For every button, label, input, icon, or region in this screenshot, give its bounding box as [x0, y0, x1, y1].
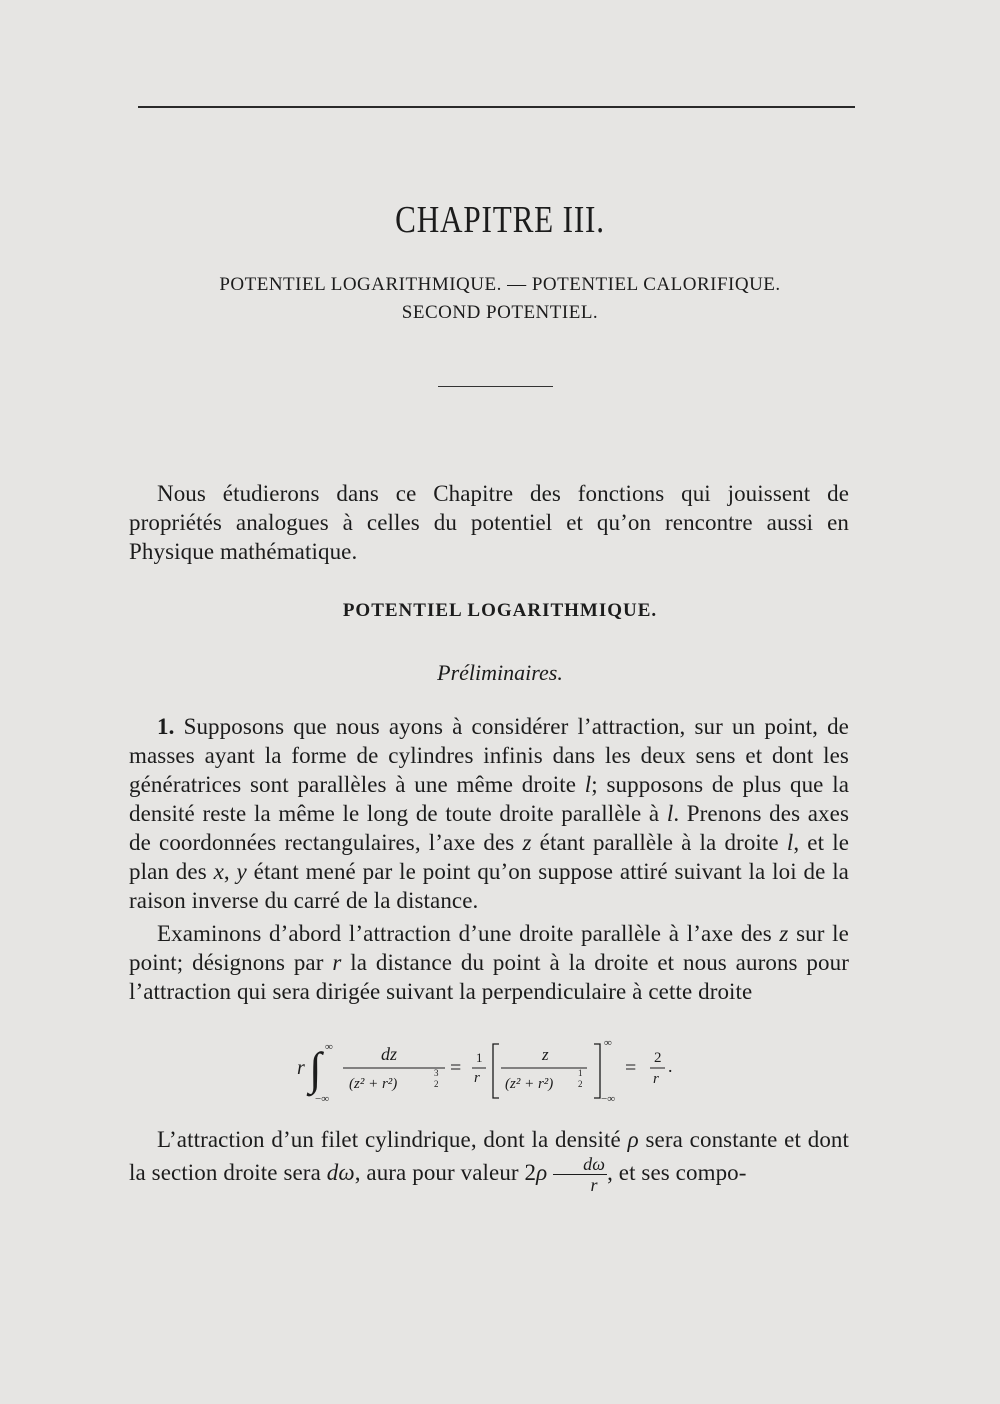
bracket-denominator: (z² + r²)	[505, 1076, 554, 1092]
equals-1: =	[450, 1057, 462, 1079]
integrand-denominator: (z² + r²)	[349, 1076, 398, 1092]
formula-svg	[295, 1036, 715, 1106]
integral-formula	[295, 1036, 715, 1106]
paragraph-2: Examinons d’abord l’attraction d’une droite parallèle à l’axe des z sur le point; désignons par r la distance du point à la droite et nous aurons pour l’attraction qui sera dirigée suivant la perpendiculaire à cette droite	[129, 921, 849, 1004]
intro-paragraph: Nous étudierons dans ce Chapitre des fonctions qui jouissent de propriétés analogues à celles du potentiel et qu’on rencontre aussi en Physique mathématique.	[129, 481, 849, 564]
chapter-title: CHAPITRE III.	[395, 199, 605, 241]
right-bracket-icon	[594, 1044, 600, 1098]
integrand-numerator: dz	[381, 1044, 398, 1064]
inline-fraction: $\frac{d\omega}{r}$	[553, 1154, 607, 1195]
paragraph-3: L’attraction d’un filet cylindrique, dont la densité ρ sera constante et dont la section droite sera dω, aura pour valeur 2ρ $\frac{d\omega}{r}$ , et ses compo-	[129, 1127, 850, 1195]
result-denominator: r	[653, 1071, 659, 1087]
one-over-r-numerator: 1	[476, 1050, 483, 1065]
separator-rule	[438, 386, 553, 387]
exponent-denominator: 2	[434, 1079, 439, 1089]
top-rule	[138, 106, 855, 108]
paragraph-1: 1. Supposons que nous ayons à considérer l’attraction, sur un point, de masses ayant la forme de cylindres infinis dans les deux sens et dont les génératrices sont parallèles à une même droite l; supposons de plus que la densité reste la même le long de toute droite parallèle à l. Prenons des axes de coordonnées rectangulaires, l’axe des z étant parallèle à la droite l, et le plan des x, y étant mené par le point qu’on suppose attiré suivant la loi de la raison inverse du carré de la distance.	[129, 714, 850, 913]
half-numerator: 1	[578, 1068, 583, 1078]
bracket-numerator: z	[542, 1045, 549, 1064]
paragraph-number: 1.	[157, 714, 175, 739]
left-bracket-icon	[493, 1044, 499, 1098]
formula-r: r	[297, 1057, 305, 1079]
exponent-numerator: 3	[434, 1068, 439, 1078]
half-denominator: 2	[578, 1079, 583, 1089]
bracket-upper-limit: ∞	[604, 1037, 612, 1049]
integral-sign-icon: ∫	[309, 1043, 322, 1094]
chapter-subtitle-line-1: POTENTIEL LOGARITHMIQUE. — POTENTIEL CALORIFIQUE.	[219, 274, 781, 295]
formula-lower-limit: −∞	[315, 1093, 330, 1105]
subsection-heading: Préliminaires.	[437, 660, 563, 685]
bracket-lower-limit: −∞	[601, 1093, 616, 1105]
chapter-subtitle-line-2: SECOND POTENTIEL.	[401, 302, 599, 323]
result-numerator: 2	[654, 1050, 662, 1066]
section-heading: POTENTIEL LOGARITHMIQUE.	[342, 600, 658, 621]
equals-2: =	[625, 1057, 637, 1079]
formula-upper-limit: ∞	[325, 1041, 333, 1053]
formula-end-period: .	[668, 1056, 673, 1076]
one-over-r-denominator: r	[474, 1070, 480, 1086]
